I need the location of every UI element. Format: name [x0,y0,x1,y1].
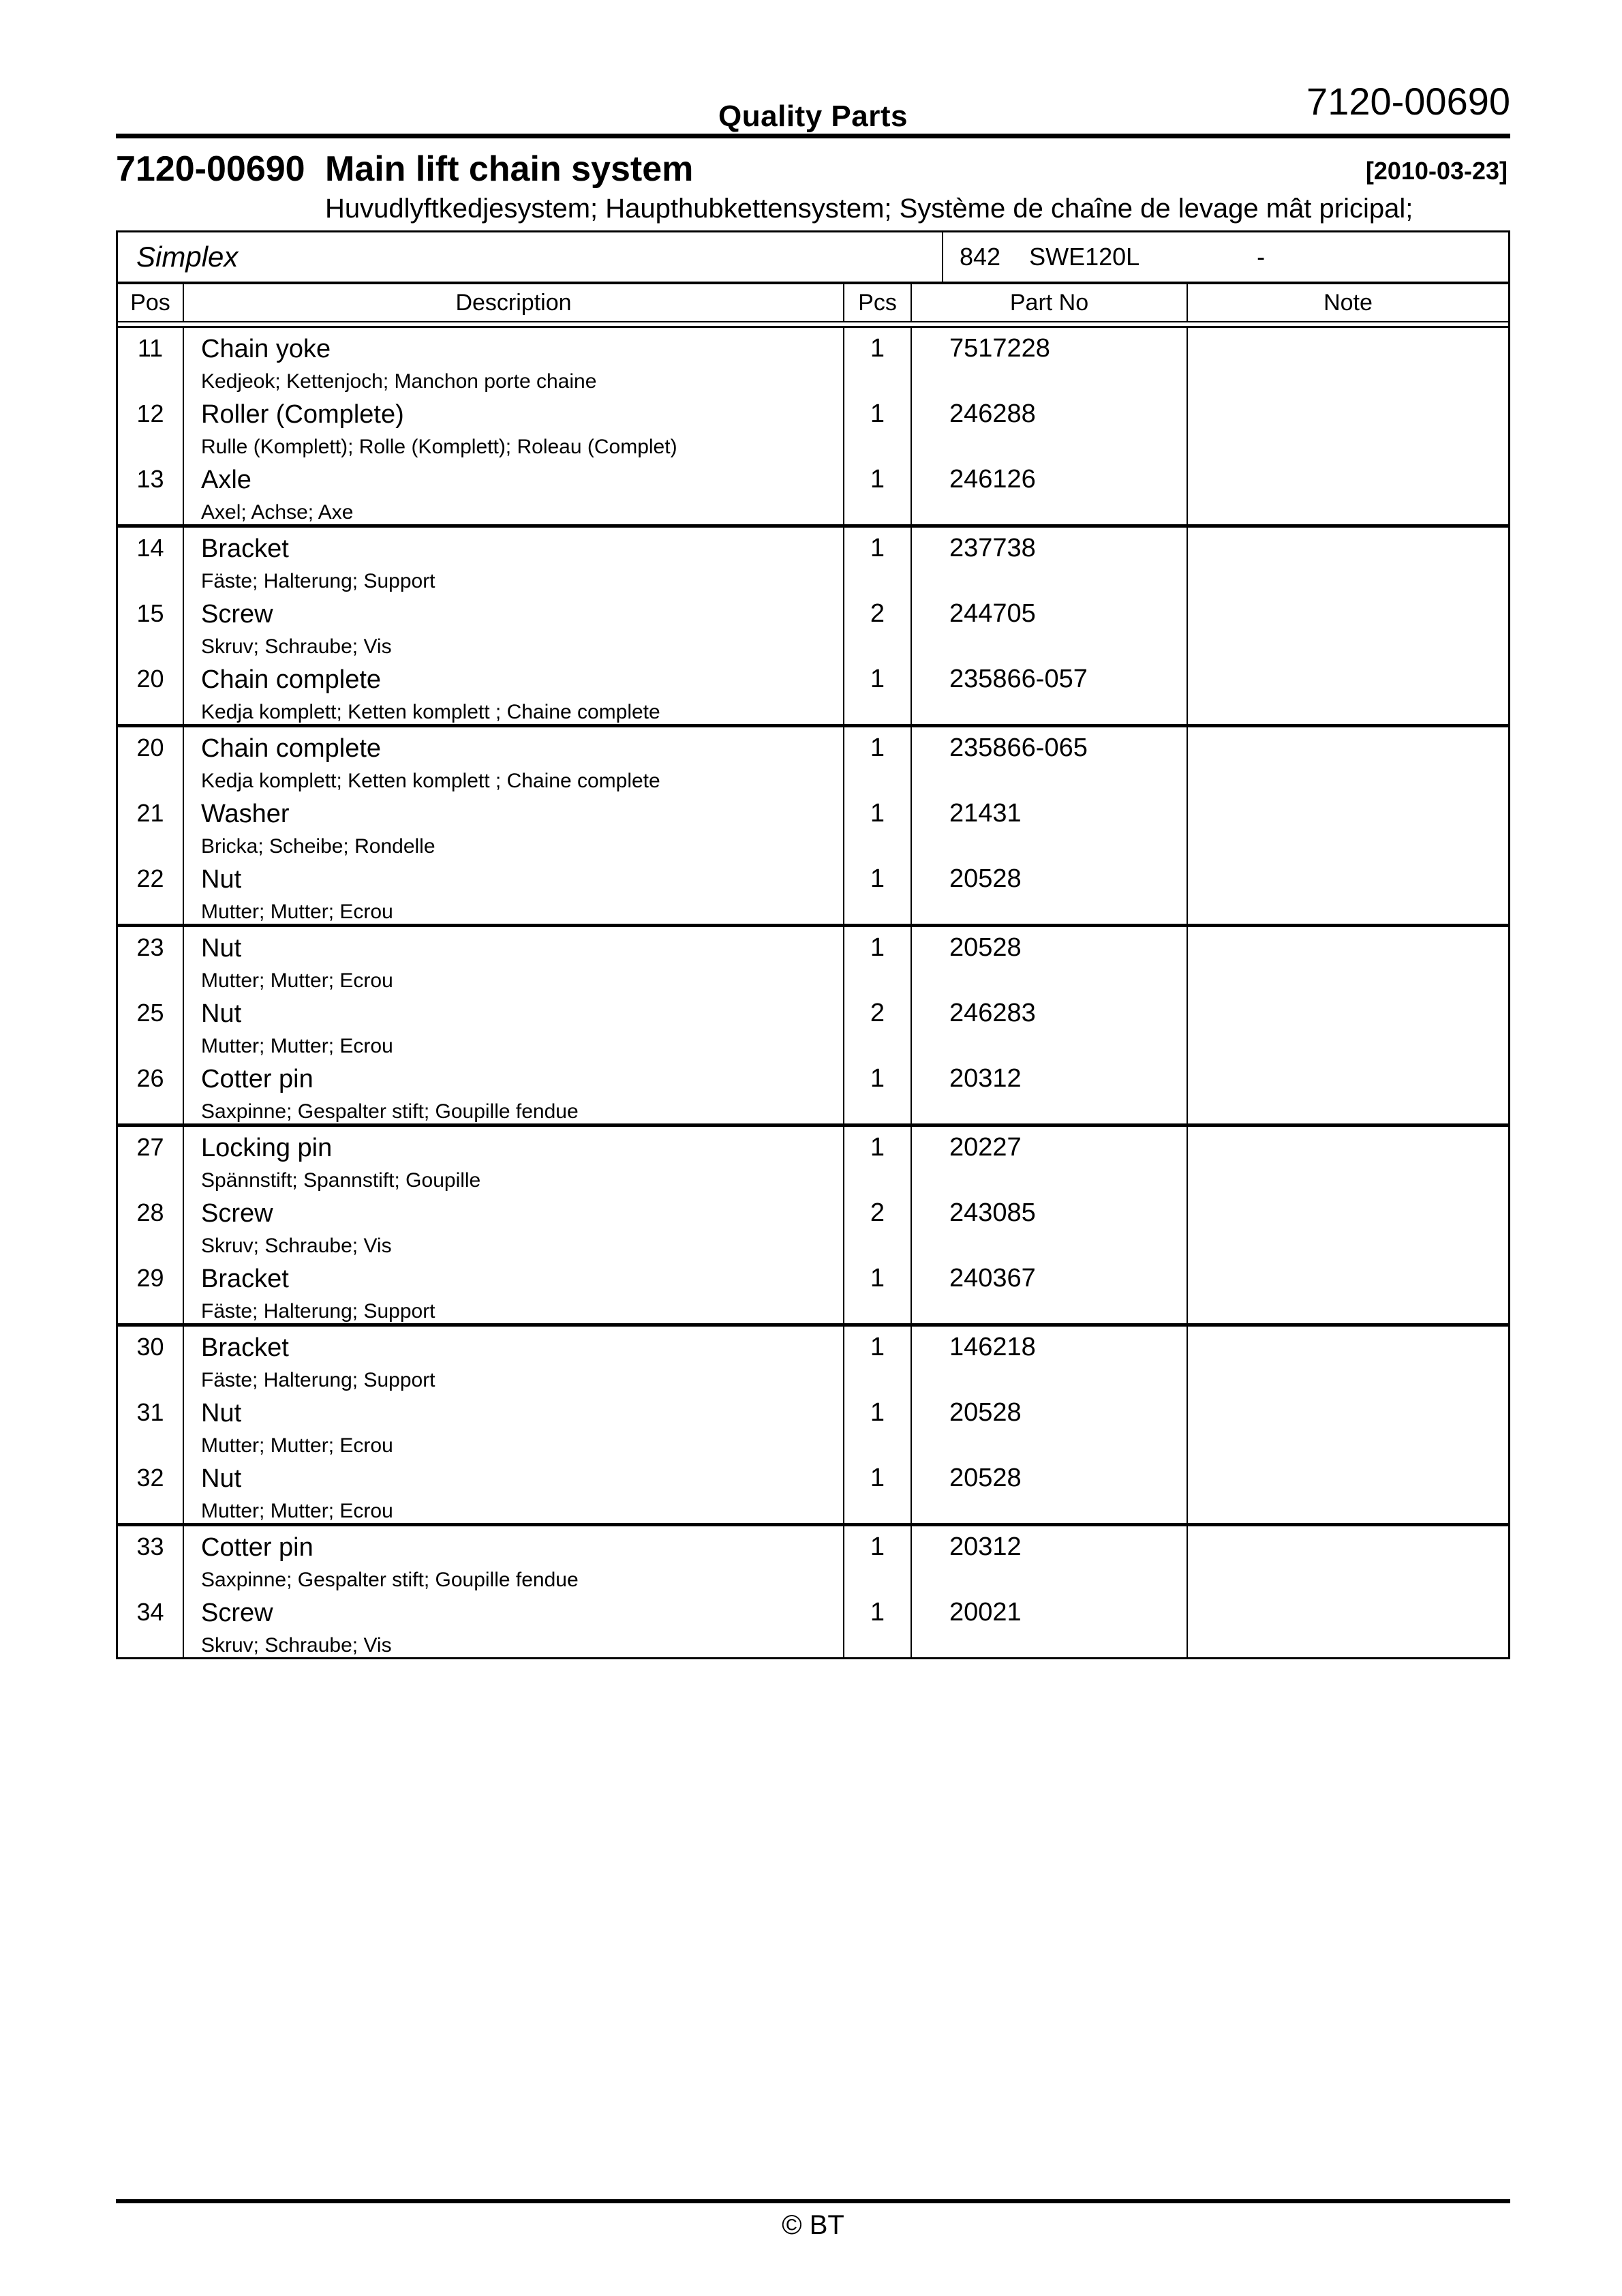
description-translations: Mutter; Mutter; Ecrou [201,969,393,992]
description-main: Chain complete [201,665,382,694]
model-serial-range: - [1257,243,1266,271]
description-main: Bracket [201,1333,289,1362]
partno-cell: 244705 [911,593,1187,659]
note-cell [1187,1457,1508,1523]
description-translations: Skruv; Schraube; Vis [201,1634,392,1657]
note-cell [1187,1526,1508,1592]
description-main: Bracket [201,1265,289,1293]
description-main: Locking pin [201,1134,333,1162]
description-main: Screw [201,1199,273,1228]
pcs-cell: 1 [843,1327,911,1392]
pcs-cell: 1 [843,528,911,593]
variant-label: Simplex [136,241,239,273]
partno-cell: 20312 [911,1058,1187,1123]
table-row [118,927,1508,993]
note-cell [1187,727,1508,793]
description-main: Nut [201,1399,242,1428]
pos-cell: 22 [136,864,164,892]
pos-cell: 20 [136,665,164,693]
pos-cell: 26 [136,1064,164,1092]
description-main: Nut [201,865,242,894]
description-main: Roller (Complete) [201,400,404,429]
parts-group [118,1327,1508,1526]
pcs-cell: 1 [843,793,911,858]
pos-cell: 29 [136,1264,164,1292]
partno-cell: 20528 [911,1392,1187,1457]
pcs-cell: 1 [843,1526,911,1592]
table-row [118,1526,1508,1592]
description-cell [183,858,843,924]
table-row [118,1457,1508,1523]
description-main: Chain complete [201,734,382,763]
pcs-cell: 2 [843,1192,911,1258]
footer-rule [116,2199,1510,2203]
description-translations: Mutter; Mutter; Ecrou [201,1434,393,1457]
note-cell [1187,1327,1508,1392]
description-cell [183,1127,843,1192]
description-main: Chain yoke [201,335,331,363]
description-translations: Bricka; Scheibe; Rondelle [201,835,435,858]
description-cell [183,1258,843,1323]
note-cell [1187,1058,1508,1123]
column-header-partno: Part No [911,284,1187,321]
pos-cell: 30 [136,1333,164,1361]
description-main: Nut [201,999,242,1028]
footer-copyright: © BT [782,2210,844,2240]
description-cell [183,993,843,1058]
header-rule [116,134,1510,138]
table-row [118,659,1508,724]
table-row [118,593,1508,659]
description-translations: Saxpinne; Gespalter stift; Goupille fendue [201,1569,579,1591]
description-translations: Rulle (Komplett); Rolle (Komplett); Roleau (Complet) [201,436,677,458]
description-translations: Axel; Achse; Axe [201,501,354,524]
pcs-cell: 2 [843,993,911,1058]
description-cell [183,793,843,858]
pcs-cell: 1 [843,1127,911,1192]
page-content [116,0,1510,2296]
note-cell [1187,393,1508,459]
partno-cell: 20312 [911,1526,1187,1592]
table-row [118,858,1508,924]
partno-cell: 146218 [911,1327,1187,1392]
partno-cell: 235866-065 [911,727,1187,793]
note-cell [1187,993,1508,1058]
partno-cell: 21431 [911,793,1187,858]
pos-cell: 20 [136,734,164,761]
pos-cell: 32 [136,1464,164,1492]
description-main: Axle [201,466,251,494]
partno-cell: 243085 [911,1192,1187,1258]
pcs-cell: 1 [843,1457,911,1523]
pcs-cell: 2 [843,593,911,659]
pcs-cell: 1 [843,1592,911,1657]
model-name: SWE120L [1029,243,1140,271]
note-cell [1187,528,1508,593]
column-header-pos: Pos [130,289,170,316]
description-main: Nut [201,934,242,963]
pcs-cell: 1 [843,659,911,724]
description-cell [183,1592,843,1657]
parts-group [118,328,1508,528]
description-cell [183,459,843,524]
table-row [118,1058,1508,1123]
table-row [118,1258,1508,1323]
description-translations: Mutter; Mutter; Ecrou [201,1035,393,1057]
pcs-cell: 1 [843,459,911,524]
description-main: Washer [201,800,290,828]
partno-cell: 235866-057 [911,659,1187,724]
pos-cell: 14 [136,534,164,562]
note-cell [1187,1192,1508,1258]
description-cell [183,659,843,724]
description-main: Bracket [201,534,289,563]
column-header-pcs: Pcs [843,284,911,321]
description-cell [183,528,843,593]
partno-cell: 7517228 [911,328,1187,393]
pos-cell: 11 [137,334,164,362]
description-translations: Mutter; Mutter; Ecrou [201,1500,393,1522]
variant-row [118,232,1508,284]
description-cell [183,1457,843,1523]
pos-cell: 33 [136,1532,164,1560]
table-row [118,1127,1508,1192]
pos-cell: 23 [136,933,164,961]
description-cell [183,727,843,793]
note-cell [1187,858,1508,924]
partno-cell: 20528 [911,1457,1187,1523]
pos-cell: 13 [136,465,164,493]
description-translations: Kedja komplett; Ketten komplett ; Chaine complete [201,770,660,792]
description-cell [183,1392,843,1457]
table-row [118,1192,1508,1258]
description-translations: Kedjeok; Kettenjoch; Manchon porte chaine [201,370,597,393]
partno-cell: 20528 [911,858,1187,924]
page-title: Main lift chain system [325,149,694,189]
pos-cell: 21 [136,799,164,827]
description-translations: Mutter; Mutter; Ecrou [201,901,393,923]
header-divider [118,322,1508,328]
partno-cell: 237738 [911,528,1187,593]
pcs-cell: 1 [843,858,911,924]
page-subtitle: Huvudlyftkedjesystem; Haupthubkettensystem; Système de chaîne de levage mât pricipal; [325,194,1413,224]
description-translations: Spännstift; Spannstift; Goupille [201,1169,481,1192]
partno-cell: 240367 [911,1258,1187,1323]
description-main: Screw [201,1599,273,1627]
partno-cell: 20528 [911,927,1187,993]
table-body [118,328,1508,1657]
title-row [116,149,1510,187]
pcs-cell: 1 [843,927,911,993]
description-cell [183,1526,843,1592]
table-row [118,1327,1508,1392]
table-row [118,1592,1508,1657]
partno-cell: 246126 [911,459,1187,524]
parts-group [118,1526,1508,1657]
description-translations: Skruv; Schraube; Vis [201,635,392,658]
column-header-row [118,284,1508,322]
description-cell [183,1192,843,1258]
pos-cell: 12 [136,399,164,427]
partno-cell: 20227 [911,1127,1187,1192]
note-cell [1187,1392,1508,1457]
pcs-cell: 1 [843,727,911,793]
description-main: Nut [201,1464,242,1493]
table-row [118,727,1508,793]
note-cell [1187,1592,1508,1657]
document-number: 7120-00690 [116,149,305,189]
description-cell [183,593,843,659]
table-row [118,528,1508,593]
pcs-cell: 1 [843,328,911,393]
model-code: 842 [960,243,1001,271]
note-cell [1187,593,1508,659]
column-header-description: Description [183,284,843,321]
table-row [118,793,1508,858]
description-translations: Fäste; Halterung; Support [201,1300,435,1323]
table-row [118,1392,1508,1457]
note-cell [1187,328,1508,393]
pos-cell: 27 [136,1133,164,1161]
table-row [118,993,1508,1058]
pcs-cell: 1 [843,1058,911,1123]
note-cell [1187,459,1508,524]
description-cell [183,393,843,459]
parts-group [118,727,1508,927]
table-row [118,393,1508,459]
note-cell [1187,659,1508,724]
pcs-cell: 1 [843,1392,911,1457]
pcs-cell: 1 [843,393,911,459]
description-cell [183,1327,843,1392]
description-main: Cotter pin [201,1533,313,1562]
note-cell [1187,793,1508,858]
description-main: Screw [201,600,273,629]
pos-cell: 28 [136,1198,164,1226]
note-cell [1187,1258,1508,1323]
partno-cell: 246283 [911,993,1187,1058]
pos-cell: 31 [136,1398,164,1426]
parts-group [118,927,1508,1127]
note-cell [1187,927,1508,993]
description-translations: Fäste; Halterung; Support [201,1369,435,1391]
column-header-note: Note [1187,284,1508,321]
description-translations: Fäste; Halterung; Support [201,570,435,592]
description-cell [183,1058,843,1123]
partno-cell: 20021 [911,1592,1187,1657]
pcs-cell: 1 [843,1258,911,1323]
pos-cell: 25 [136,999,164,1027]
model-cell [942,232,1508,282]
description-cell [183,927,843,993]
description-cell [183,328,843,393]
table-row [118,328,1508,393]
parts-group [118,528,1508,727]
parts-table [116,230,1510,1659]
pos-cell: 34 [136,1598,164,1626]
note-cell [1187,1127,1508,1192]
description-translations: Saxpinne; Gespalter stift; Goupille fendue [201,1100,579,1123]
description-main: Cotter pin [201,1065,313,1093]
header-doc-id: 7120-00690 [1306,80,1510,123]
description-translations: Kedja komplett; Ketten komplett ; Chaine complete [201,701,660,723]
brand-header: Quality Parts [718,100,908,133]
parts-group [118,1127,1508,1327]
revision-date: [2010-03-23] [1365,157,1508,185]
partno-cell: 246288 [911,393,1187,459]
pos-cell: 15 [136,599,164,627]
description-translations: Skruv; Schraube; Vis [201,1235,392,1257]
table-row [118,459,1508,524]
